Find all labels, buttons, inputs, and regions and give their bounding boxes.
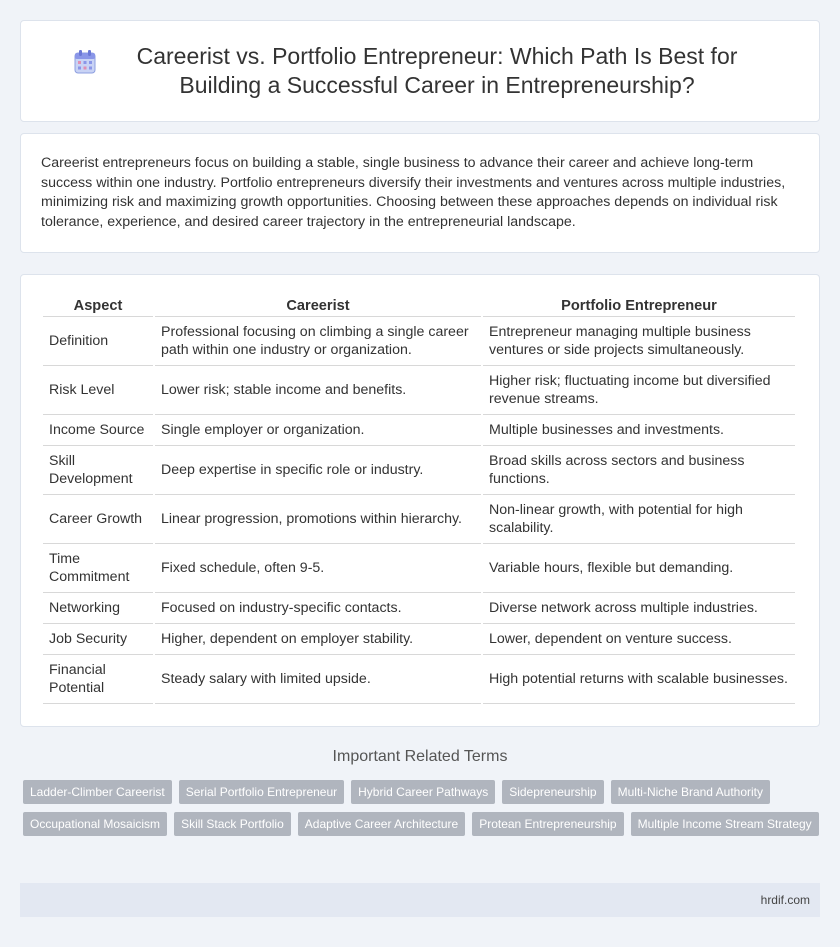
- intro-card: [20, 133, 820, 253]
- careerist-cell: Fixed schedule, often 9-5.: [155, 544, 481, 593]
- portfolio-cell: Multiple businesses and investments.: [483, 415, 795, 446]
- aspect-cell: Risk Level: [43, 366, 153, 415]
- table-header-row: [43, 295, 795, 317]
- related-terms-title: Important Related Terms: [332, 748, 508, 765]
- related-term-tag[interactable]: Ladder-Climber Careerist: [23, 780, 172, 804]
- related-term-tag[interactable]: Adaptive Career Architecture: [298, 812, 465, 836]
- related-term-tag[interactable]: Sidepreneurship: [502, 780, 603, 804]
- header-careerist: Careerist: [155, 295, 481, 317]
- related-term-tag[interactable]: Occupational Mosaicism: [23, 812, 167, 836]
- careerist-cell: Steady salary with limited upside.: [155, 655, 481, 704]
- portfolio-cell: Non-linear growth, with potential for high scalability.: [483, 495, 795, 544]
- portfolio-cell: Variable hours, flexible but demanding.: [483, 544, 795, 593]
- aspect-cell: Definition: [43, 317, 153, 366]
- careerist-cell: Professional focusing on climbing a single career path within one industry or organization.: [155, 317, 481, 366]
- footer-site[interactable]: hrdif.com: [760, 893, 810, 907]
- portfolio-cell: Higher risk; fluctuating income but diversified revenue streams.: [483, 366, 795, 415]
- related-terms-tags: [23, 780, 823, 836]
- page-title: Careerist vs. Portfolio Entrepreneur: Which Path Is Best for Building a Successful Career in Entrepreneurship?: [136, 43, 738, 98]
- aspect-cell: Networking: [43, 593, 153, 624]
- related-term-tag[interactable]: Protean Entrepreneurship: [472, 812, 623, 836]
- aspect-cell: Time Commitment: [43, 544, 153, 593]
- table-row: [43, 495, 795, 544]
- portfolio-cell: Lower, dependent on venture success.: [483, 624, 795, 655]
- portfolio-cell: High potential returns with scalable businesses.: [483, 655, 795, 704]
- table-row: [43, 544, 795, 593]
- calendar-icon: [73, 49, 97, 75]
- related-term-tag[interactable]: Multiple Income Stream Strategy: [631, 812, 819, 836]
- related-term-tag[interactable]: Serial Portfolio Entrepreneur: [179, 780, 344, 804]
- related-term-tag[interactable]: Hybrid Career Pathways: [351, 780, 495, 804]
- table-row: [43, 446, 795, 495]
- related-term-tag[interactable]: Multi-Niche Brand Authority: [611, 780, 770, 804]
- table-row: [43, 415, 795, 446]
- careerist-cell: Focused on industry-specific contacts.: [155, 593, 481, 624]
- table-row: [43, 624, 795, 655]
- title-card: [20, 20, 820, 122]
- careerist-cell: Higher, dependent on employer stability.: [155, 624, 481, 655]
- aspect-cell: Income Source: [43, 415, 153, 446]
- intro-paragraph: Careerist entrepreneurs focus on building a stable, single business to advance their career and achieve long-term success within one industry. Portfolio entrepreneurs diversify their investments and ventures across multiple industries, minimizing risk and maximizing growth opportunities. Choosing between these approaches depends on individual risk tolerance, experience, and desired career trajectory in the entrepreneurial landscape.: [41, 155, 786, 230]
- comparison-table: [41, 295, 797, 704]
- aspect-cell: Financial Potential: [43, 655, 153, 704]
- aspect-cell: Job Security: [43, 624, 153, 655]
- aspect-cell: Skill Development: [43, 446, 153, 495]
- header-aspect: Aspect: [43, 295, 153, 317]
- related-term-tag[interactable]: Skill Stack Portfolio: [174, 812, 291, 836]
- portfolio-cell: Broad skills across sectors and business functions.: [483, 446, 795, 495]
- careerist-cell: Deep expertise in specific role or industry.: [155, 446, 481, 495]
- careerist-cell: Single employer or organization.: [155, 415, 481, 446]
- aspect-cell: Career Growth: [43, 495, 153, 544]
- table-row: [43, 366, 795, 415]
- table-row: [43, 593, 795, 624]
- portfolio-cell: Entrepreneur managing multiple business ventures or side projects simultaneously.: [483, 317, 795, 366]
- footer: [20, 883, 820, 917]
- careerist-cell: Lower risk; stable income and benefits.: [155, 366, 481, 415]
- careerist-cell: Linear progression, promotions within hierarchy.: [155, 495, 481, 544]
- table-row: [43, 317, 795, 366]
- comparison-card: [20, 274, 820, 727]
- header-portfolio: Portfolio Entrepreneur: [483, 295, 795, 317]
- portfolio-cell: Diverse network across multiple industries.: [483, 593, 795, 624]
- table-row: [43, 655, 795, 704]
